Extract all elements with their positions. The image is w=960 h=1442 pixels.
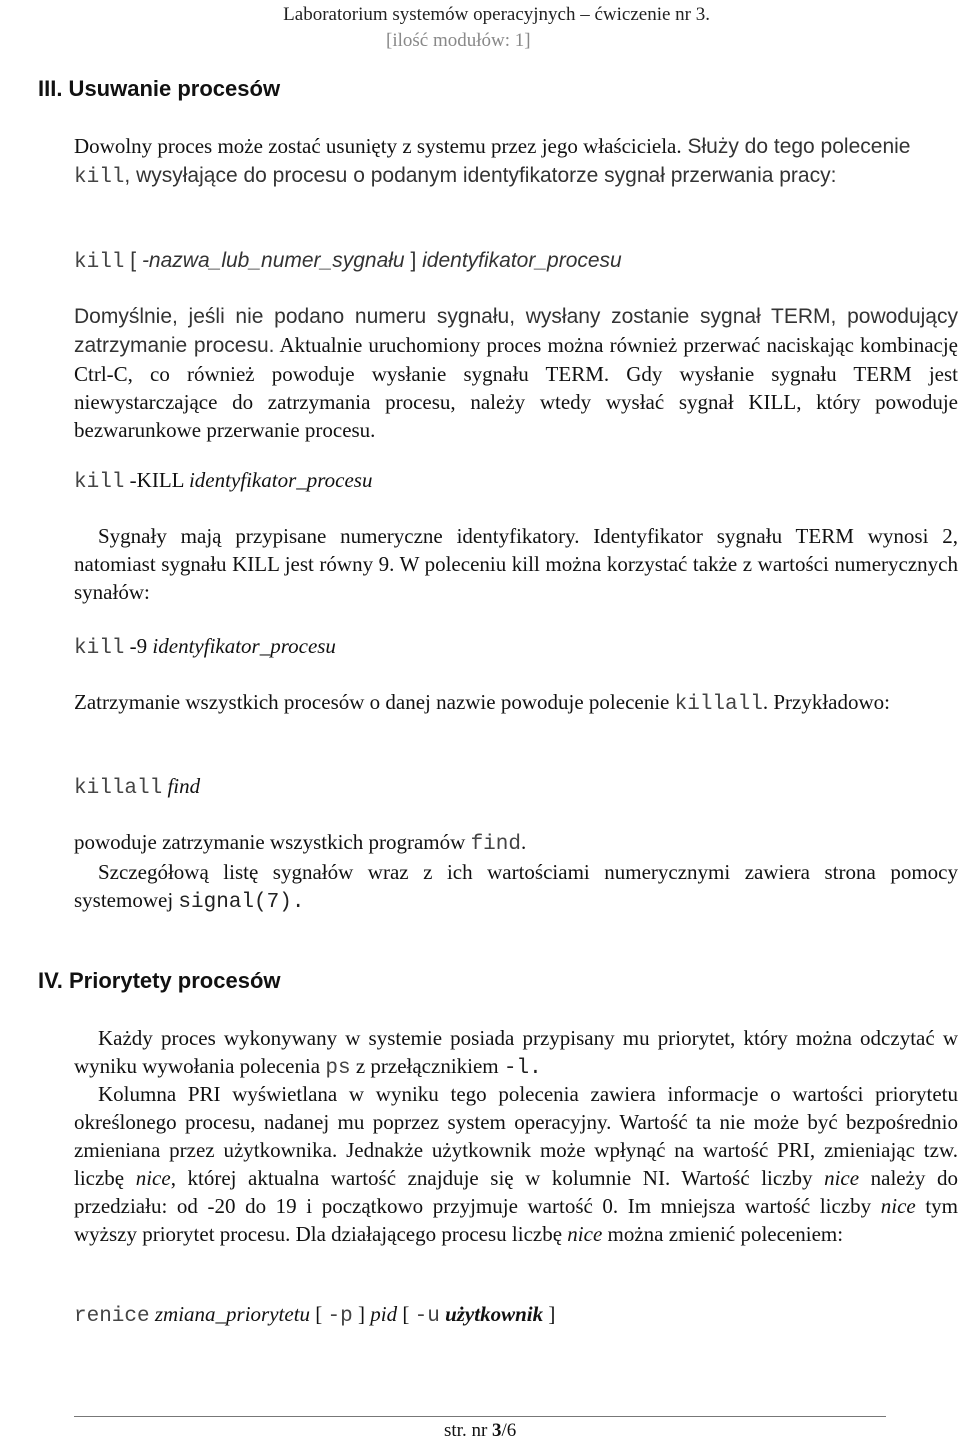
- bracket: [: [310, 1302, 328, 1326]
- text-fragment: Aktualnie uruchomiony proces można również przerwać naciskając kombinację Ctrl-C, co również powoduje wysłanie sygnału TERM. Gdy wysłanie sygnału TERM jest niewystarczające do zatrzymania procesu, należy wtedy wysłać sygnał KILL, który powoduje bezwarunkowe przerwanie procesu.: [74, 333, 958, 442]
- command-name: kill: [74, 251, 125, 274]
- paragraph-signal-ids: Sygnały mają przypisane numeryczne identyfikatory. Identyfikator sygnału TERM wynosi 2, natomiast sygnału KILL jest równy 9. W poleceniu kill można korzystać także z wartości numerycznych synałów:: [74, 524, 958, 604]
- inline-code-kill: kill: [74, 166, 125, 189]
- command-kill-kill: [74, 466, 372, 497]
- inline-code-ps: ps: [325, 1057, 351, 1080]
- text-fragment: Dowolny proces może zostać usunięty z systemu przez jego właściciela.: [74, 134, 682, 158]
- argument: find: [167, 774, 201, 798]
- paragraph-term-signal: [74, 302, 958, 444]
- inline-code-killall: killall: [674, 693, 763, 716]
- paragraph-kill-intro: [74, 132, 958, 192]
- text-fragment: .: [291, 891, 305, 914]
- term-nice: nice: [567, 1222, 603, 1246]
- text-fragment: Domyślnie, jeśli nie podano numeru sygnału, wysłany zostanie sygnał TERM, powodujący zatrzymanie procesu.: [74, 305, 958, 357]
- paragraph-killall-effect: [74, 828, 958, 859]
- page-number-total: /6: [501, 1420, 517, 1441]
- argument: identyfikator_procesu: [422, 249, 622, 272]
- text-fragment: , wysyłające do procesu o podanym identyfikatorze sygnał przerwania pracy:: [124, 164, 837, 187]
- term-nice: nice: [824, 1166, 860, 1190]
- command-name: killall: [74, 777, 163, 800]
- inline-code-signal: signal(7): [178, 891, 292, 914]
- bracket: ]: [543, 1302, 556, 1326]
- text-fragment: Służy do tego polecenie: [681, 135, 911, 158]
- text-fragment: Szczegółową listę sygnałów wraz z ich wartościami numerycznymi zawiera strona pomocy systemowej: [74, 860, 958, 912]
- argument: identyfikator_procesu: [152, 634, 336, 658]
- text-fragment: Każdy proces wykonywany w systemie posiada przypisany mu priorytet, który można odczytać w wyniku wywołania polecenia: [74, 1026, 958, 1078]
- command-name: renice: [74, 1305, 150, 1328]
- text-fragment: Kolumna PRI wyświetlana w wyniku tego polecenia zawiera informacje o wartości priorytetu określonego procesu, nadanej mu poprzez system operacyjny. Wartość ta nie może być bezpośrednio zmieniana przez użytkownika. Jednakże użytkownik może wpłynąć na wartość PRI, zmieniając tzw. liczbę: [74, 1082, 958, 1190]
- command-killall-find: [74, 772, 200, 803]
- text-fragment: powoduje zatrzymanie wszystkich programów: [74, 830, 471, 854]
- text-fragment: .: [529, 1057, 542, 1080]
- page-number-prefix: str. nr: [444, 1420, 493, 1441]
- inline-code-find: find: [470, 833, 521, 856]
- command-name: kill: [74, 637, 125, 660]
- paragraph-pri-nice: [74, 1080, 958, 1248]
- paragraph-priority-intro: [74, 1024, 958, 1083]
- flag: -p: [327, 1305, 353, 1328]
- text-fragment: .: [520, 830, 527, 854]
- text-fragment: należy do przedziału: od -20 do 19 i początkowo przyjmuje wartość 0. Im mniejsza wartość liczby: [74, 1166, 958, 1218]
- text-fragment: można zmienić poleceniem:: [602, 1222, 844, 1246]
- flag: -9: [124, 634, 153, 658]
- paragraph-signal-manpage: [74, 858, 958, 917]
- command-kill-9: [74, 632, 336, 663]
- page-number-current: 3: [492, 1420, 502, 1441]
- argument: -nazwa_lub_numer_sygnału: [141, 249, 405, 272]
- command-name: kill: [74, 471, 125, 494]
- command-renice: [74, 1300, 555, 1331]
- inline-code-flag-l: -l: [503, 1057, 530, 1080]
- header-modules: [ilość modułów: 1]: [386, 30, 531, 51]
- section-heading-3: III. Usuwanie procesów: [38, 76, 281, 101]
- argument: identyfikator_procesu: [188, 468, 373, 492]
- argument: zmiana_priorytetu: [154, 1302, 311, 1326]
- text-fragment: tym wyższy priorytet procesu. Dla działającego procesu liczbę: [74, 1194, 958, 1246]
- text-fragment: Zatrzymanie wszystkich procesów o danej nazwie powoduje polecenie: [74, 690, 675, 714]
- bracket: [: [124, 249, 142, 272]
- text-fragment: z przełącznikiem: [350, 1054, 504, 1078]
- term-nice: nice: [135, 1166, 171, 1190]
- text-fragment: , której aktualna wartość znajduje się w kolumnie NI. Wartość liczby: [170, 1166, 825, 1190]
- footer-divider: [74, 1416, 886, 1417]
- term-nice: nice: [880, 1194, 916, 1218]
- header-title: Laboratorium systemów operacyjnych – ćwiczenie nr 3.: [283, 4, 710, 25]
- paragraph-killall: [74, 688, 958, 719]
- bracket: ]: [404, 249, 423, 272]
- argument: użytkownik: [445, 1302, 544, 1326]
- bracket: [: [397, 1302, 415, 1326]
- bracket: ]: [352, 1302, 371, 1326]
- section-heading-4: IV. Priorytety procesów: [38, 968, 281, 993]
- flag: -u: [414, 1305, 440, 1328]
- flag: -KILL: [124, 468, 189, 492]
- argument: pid: [370, 1302, 398, 1326]
- command-kill-signal: [74, 246, 622, 277]
- page-number: [444, 1420, 516, 1442]
- text-fragment: . Przykładowo:: [762, 690, 890, 714]
